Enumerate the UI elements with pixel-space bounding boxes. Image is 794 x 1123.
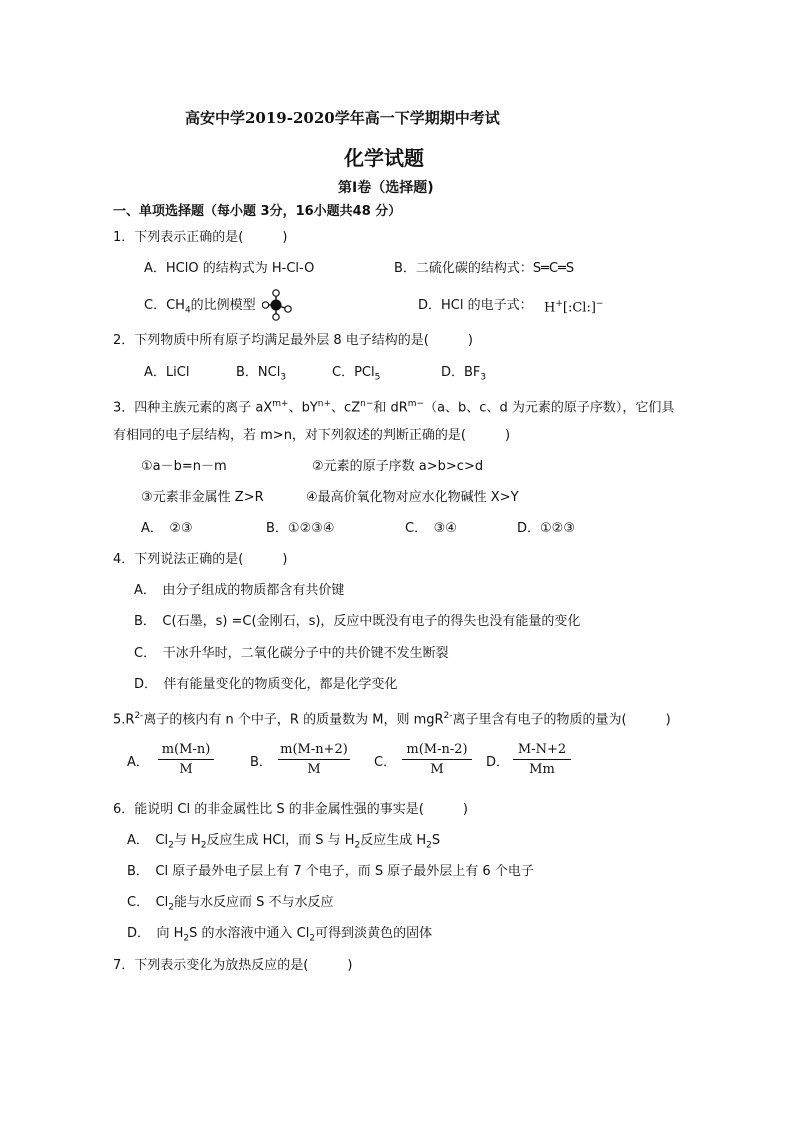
q6-option-b: B． Cl 原子最外电子层上有 7 个电子，而 S 原子最外层上有 6 个电子 (127, 864, 534, 879)
q3-statement-1: ①a－b=n－m (141, 459, 227, 474)
part-title: 第Ⅰ卷（选择题) (338, 180, 434, 196)
q5-option-c-fraction: $\frac{m(M-n-2)}{M}$ (402, 742, 472, 777)
q5-option-d-fraction: $\frac{M-N+2}{Mm}$ (513, 742, 571, 777)
q2-option-c: C．PCl$_5$ (332, 365, 381, 383)
q6-option-d: D． 向 $H_2S$ 的水溶液中通入 $Cl_2$可得到淡黄色的固体 (127, 926, 433, 944)
q3-option-c: C． ③④ (405, 521, 457, 536)
q3-option-b: B．①②③④ (266, 521, 335, 536)
q5-option-b-fraction: $\frac{m(M-n+2)}{M}$ (278, 742, 350, 777)
subject-title: 化学试题 (344, 146, 424, 170)
q5-option-a-label: A． (127, 755, 149, 770)
q5-stem: $5.R^{2-}$离子的核内有 n 个中子，R 的质量数为 M，则 mgR$^{2-}$离子里含有电子的物质的量为( ) (113, 711, 671, 728)
hcl-electron-formula: H+[:Cl:]− (544, 299, 604, 316)
q1-stem: 1．下列表示正确的是( ) (113, 230, 288, 245)
q6-stem: 6．能说明 Cl 的非金属性比 S 的非金属性强的事实是( ) (113, 802, 468, 817)
q4-option-c: C． 干冰升华时，二氧化碳分子中的共价键不发生断裂 (134, 646, 449, 661)
q6-option-c: C． $Cl_2$能与水反应而 S 不与水反应 (127, 895, 334, 913)
q3-stem-line1: 3．四种主族元素的离子 $aX^{m+}$、$bY^{n+}$、$cZ^{n-}$和 $dR^{m-}(a$、b、c、d 为元素的原子序数），它们具 (113, 399, 675, 416)
section-heading: 一、单项选择题（每小题 3分，16小题共48 分） (113, 204, 402, 219)
q3-stem-line2: 有相同的电子层结构，若 m>n，对下列叙述的判断正确的是( ) (113, 428, 511, 443)
q2-stem: 2．下列物质中所有原子均满足最外层 8 电子结构的是( ) (113, 333, 473, 348)
q5-option-d-label: D． (486, 755, 510, 770)
q1-option-c: C．$CH_4$的比例模型 (144, 298, 256, 316)
q1-option-d: D．HCl 的电子式： (418, 298, 533, 313)
q3-statement-4: ④最高价氧化物对应水化物碱性 X>Y (306, 490, 519, 505)
school-exam-title: 高安中学2019-2020学年高一下学期期中考试 (185, 109, 500, 127)
q3-statement-2: ②元素的原子序数 a>b>c>d (312, 459, 484, 474)
q2-option-a: A．LiCl (144, 365, 190, 380)
q4-option-b: B． C(石墨，s) =C(金刚石，s)，反应中既没有电子的得失也没有能量的变化 (134, 614, 581, 629)
q7-stem: 7．下列表示变化为放热反应的是( ) (113, 958, 353, 973)
q2-option-b: B．NCl$_3$ (236, 365, 287, 383)
methane-space-filling-model-icon (262, 289, 292, 321)
q3-option-a: A． ②③ (141, 521, 193, 536)
q6-option-a: A． $Cl_2$与 $H_2$反应生成 HCl，而 S 与 $H_2$反应生成 $H_2S$ (127, 833, 441, 851)
q1-option-b: B．二硫化碳的结构式：S═C═S (394, 261, 575, 276)
q4-option-a: A． 由分子组成的物质都含有共价键 (134, 583, 345, 598)
q5-option-a-fraction: $\frac{m(M-n)}{M}$ (158, 742, 214, 777)
q3-option-d: D．①②③ (517, 521, 575, 536)
q2-option-d: D．$BF_3$ (441, 365, 487, 383)
q3-statement-3: ③元素非金属性 Z>R (141, 490, 264, 505)
q4-stem: 4．下列说法正确的是( ) (113, 552, 288, 567)
q5-option-c-label: C． (374, 755, 397, 770)
q5-option-b-label: B． (250, 755, 272, 770)
q4-option-d: D． 伴有能量变化的物质变化，都是化学变化 (134, 677, 398, 692)
q1-option-a: A．HClO 的结构式为 H-Cl-O (144, 261, 315, 276)
